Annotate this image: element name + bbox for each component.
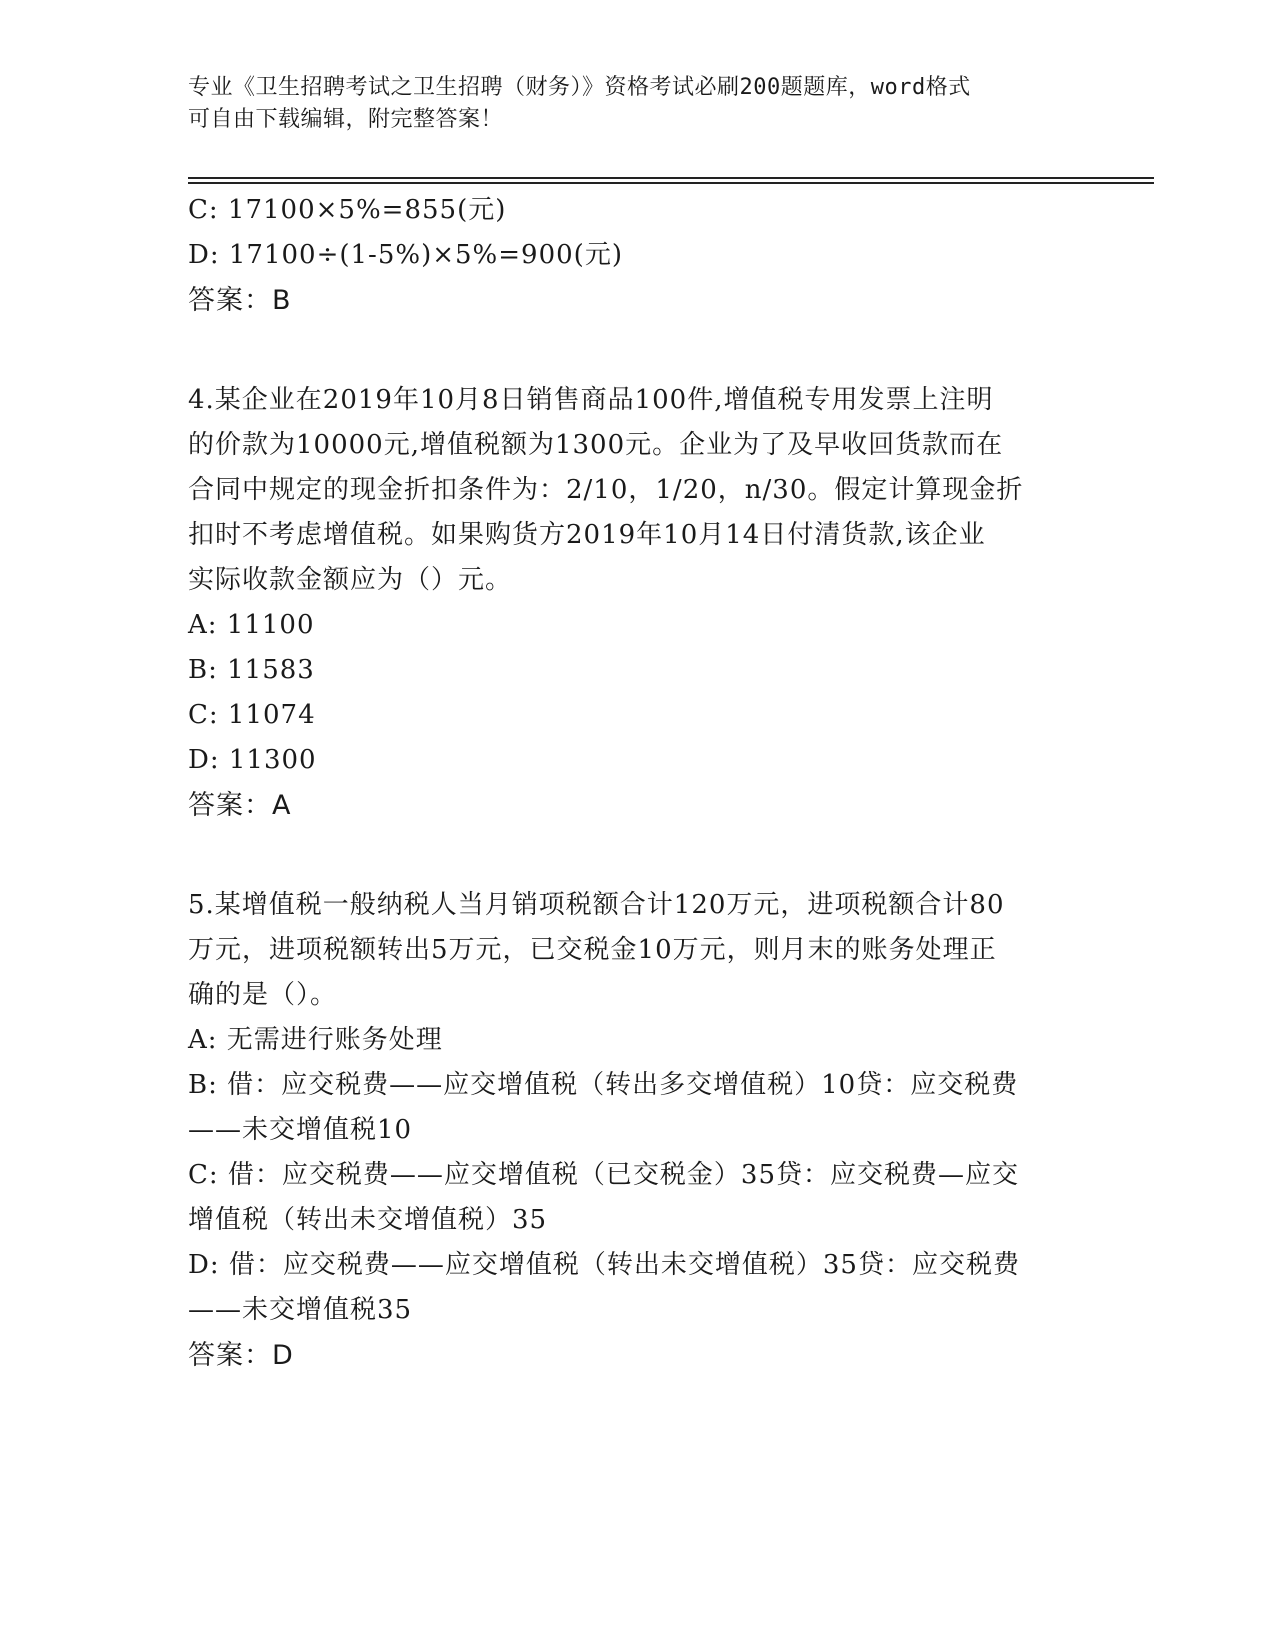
q5-option-a: A: 无需进行账务处理 [188,1025,443,1055]
q5-option-b-line: ——未交增值税10 [188,1115,413,1145]
q5-option-d-line: ——未交增值税35 [188,1295,413,1325]
q4-option-a: A: 11100 [188,610,315,640]
q4-stem-line: 实际收款金额应为（）元。 [188,565,513,595]
q5-answer: 答案：D [188,1340,294,1371]
q4-stem-line: 4.某企业在2019年10月8日销售商品100件,增值税专用发票上注明 [188,385,994,415]
header-divider-top [188,177,1154,179]
header-title-line-2: 可自由下载编辑，附完整答案！ [188,107,504,132]
question-content [188,188,1088,1378]
question-3-tail [188,188,1088,323]
q4-option-b: B: 11583 [188,655,315,685]
q4-answer: 答案：A [188,790,292,821]
question-5 [188,883,1088,1378]
q5-stem-line: 万元，进项税额转出5万元，已交税金10万元，则月末的账务处理正 [188,935,997,965]
q5-stem-line: 确的是（）。 [188,980,338,1010]
question-4 [188,378,1088,828]
q3-option-c: C: 17100×5%=855(元) [188,195,507,225]
q4-option-c: C: 11074 [188,700,316,730]
header-title-line-1: 专业《卫生招聘考试之卫生招聘（财务）》资格考试必刷200题题库，word格式 [188,75,971,100]
question-spacer [188,828,1088,883]
question-spacer [188,323,1088,378]
q4-stem-line: 合同中规定的现金折扣条件为：2/10，1/20，n/30。假定计算现金折 [188,475,1024,505]
q4-stem-line: 扣时不考虑增值税。如果购货方2019年10月14日付清货款,该企业 [188,520,986,550]
document-header [188,72,1088,136]
q5-option-d-line: D: 借：应交税费——应交增值税（转出未交增值税）35贷：应交税费 [188,1250,1020,1280]
q5-option-b-line: B: 借：应交税费——应交增值税（转出多交增值税）10贷：应交税费 [188,1070,1019,1100]
q5-stem-line: 5.某增值税一般纳税人当月销项税额合计120万元，进项税额合计80 [188,890,1005,920]
q5-option-c-line: C: 借：应交税费——应交增值税（已交税金）35贷：应交税费—应交 [188,1160,1020,1190]
q3-answer: 答案：B [188,285,292,316]
header-divider-bottom [188,182,1154,184]
q4-stem-line: 的价款为10000元,增值税额为1300元。企业为了及早收回货款而在 [188,430,1004,460]
q4-option-d: D: 11300 [188,745,317,775]
q5-option-c-line: 增值税（转出未交增值税）35 [188,1205,548,1235]
q3-option-d: D: 17100÷(1-5%)×5%=900(元) [188,240,623,270]
